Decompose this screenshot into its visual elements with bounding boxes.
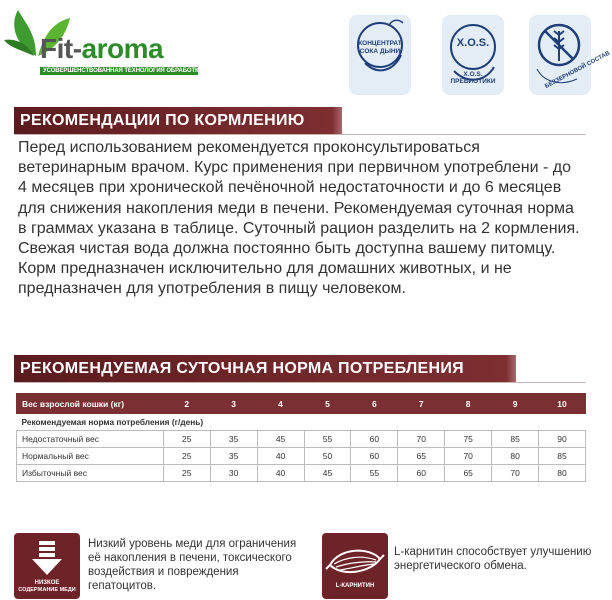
table-header-weight: 9 (492, 394, 539, 414)
table-cell: 35 (210, 448, 257, 465)
table-header-weight: 8 (445, 394, 492, 414)
norm-section-title: РЕКОМЕНДУЕМАЯ СУТОЧНАЯ НОРМА ПОТРЕБЛЕНИЯ (14, 355, 506, 383)
table-cell: 45 (257, 431, 304, 448)
feature-low-copper (14, 533, 80, 599)
feature-l-carnitine (322, 533, 388, 599)
badge-grain-line1: БЕЗЗЕРНОВОЙ СОСТАВ (544, 50, 612, 90)
table-cell: 35 (210, 431, 257, 448)
badge-melon-line2: СОКА ДЫНИ (359, 48, 401, 55)
badge-xos-line2: ПРЕБИОТИКИ (450, 78, 496, 85)
badge-melon-line1: КОНЦЕНТРАТ (358, 40, 402, 47)
table-header-weight: 5 (304, 394, 351, 414)
table-subheader: Рекомендуемая норма потребления (г/день) (21, 417, 204, 427)
table-cell: 25 (163, 431, 210, 448)
logo-tagline: УСОВЕРШЕНСТВОВАННАЯ ТЕХНОЛОГИЯ ОБРАБОТКИ (40, 67, 198, 75)
melon-icon (349, 15, 411, 95)
table-cell: 50 (304, 448, 351, 465)
logo-wordmark: Fit-aroma (40, 33, 164, 64)
table-cell: 40 (257, 448, 304, 465)
table-row-label: Избыточный вес (17, 465, 164, 482)
badge-xos-line1: X.O.S. (463, 71, 483, 78)
brand-logo (4, 4, 204, 84)
table-header-weight: 10 (539, 394, 586, 414)
table-cell: 30 (210, 465, 257, 482)
table-header-weight: 3 (210, 394, 257, 414)
table-cell: 65 (398, 448, 445, 465)
table-cell: 85 (492, 431, 539, 448)
table-cell: 85 (539, 448, 586, 465)
feature-low-copper-text: Низкий уровень меди для ограничения её накопления в печени, токсического воздействия и повреждения гепатоцитов. (88, 538, 297, 592)
feeding-instructions: Перед использованием рекомендуется проконсультироваться ветеринарным врачом. Курс применения при первичном употреблени - до 4 месяцев при хронической печёночной недостаточности и до 6 месяцев для снижения накопления меди в печени. Рекомендуемая суточная норма в граммах указана в таблице. Суточный рацион разделить на 2 кормления. Свежая чистая вода должна постоянно быть доступна вашему питомцу. Корм предназначен исключительно для домашних животных, и не предназначен для употребления в пищу человеком. (18, 139, 580, 298)
table-cell: 45 (304, 465, 351, 482)
table-row-label: Нормальный вес (17, 448, 164, 465)
table-cell: 80 (539, 465, 586, 482)
table-row (17, 465, 586, 482)
feature-low-copper-label-2: СОДЕРЖАНИЕ МЕДИ (18, 587, 76, 593)
table-row-label: Недостаточный вес (17, 431, 164, 448)
badge-xos-prebiotics (442, 15, 504, 95)
table-cell: 70 (398, 431, 445, 448)
feeding-section-title: РЕКОМЕНДАЦИИ ПО КОРМЛЕНИЮ (14, 107, 332, 135)
table-cell: 55 (304, 431, 351, 448)
section-divider (14, 134, 586, 135)
table-cell: 25 (163, 448, 210, 465)
table-cell: 60 (398, 465, 445, 482)
table-header-weight: 6 (351, 394, 398, 414)
table-header-weight: 4 (257, 394, 304, 414)
table-header-label: Вес взрослой кошки (кг) (17, 394, 164, 414)
table-cell: 40 (257, 465, 304, 482)
table-header-row (17, 394, 586, 414)
badge-melon-juice (349, 15, 411, 95)
badge-grain-free (529, 15, 612, 95)
feature-l-carnitine-text: L-карнитин способствует улучшению энергетического обмена. (394, 546, 592, 572)
section-divider (14, 382, 586, 383)
table-cell: 70 (445, 448, 492, 465)
table-cell: 70 (492, 465, 539, 482)
feature-l-carnitine-label: L-КАРНИТИН (335, 583, 375, 589)
table-subheader-row (17, 414, 586, 431)
feeding-table (16, 393, 586, 482)
table-row (17, 448, 586, 465)
badge-xos-top: X.O.S. (456, 37, 490, 49)
table-cell: 90 (539, 431, 586, 448)
table-header-weight: 2 (163, 394, 210, 414)
feature-low-copper-label-1: НИЗКОЕ (34, 580, 60, 586)
table-cell: 75 (445, 431, 492, 448)
table-cell: 80 (492, 448, 539, 465)
table-cell: 60 (351, 431, 398, 448)
table-cell: 25 (163, 465, 210, 482)
table-cell: 55 (351, 465, 398, 482)
table-cell: 65 (445, 465, 492, 482)
table-header-weight: 7 (398, 394, 445, 414)
table-cell: 60 (351, 448, 398, 465)
table-row (17, 431, 586, 448)
